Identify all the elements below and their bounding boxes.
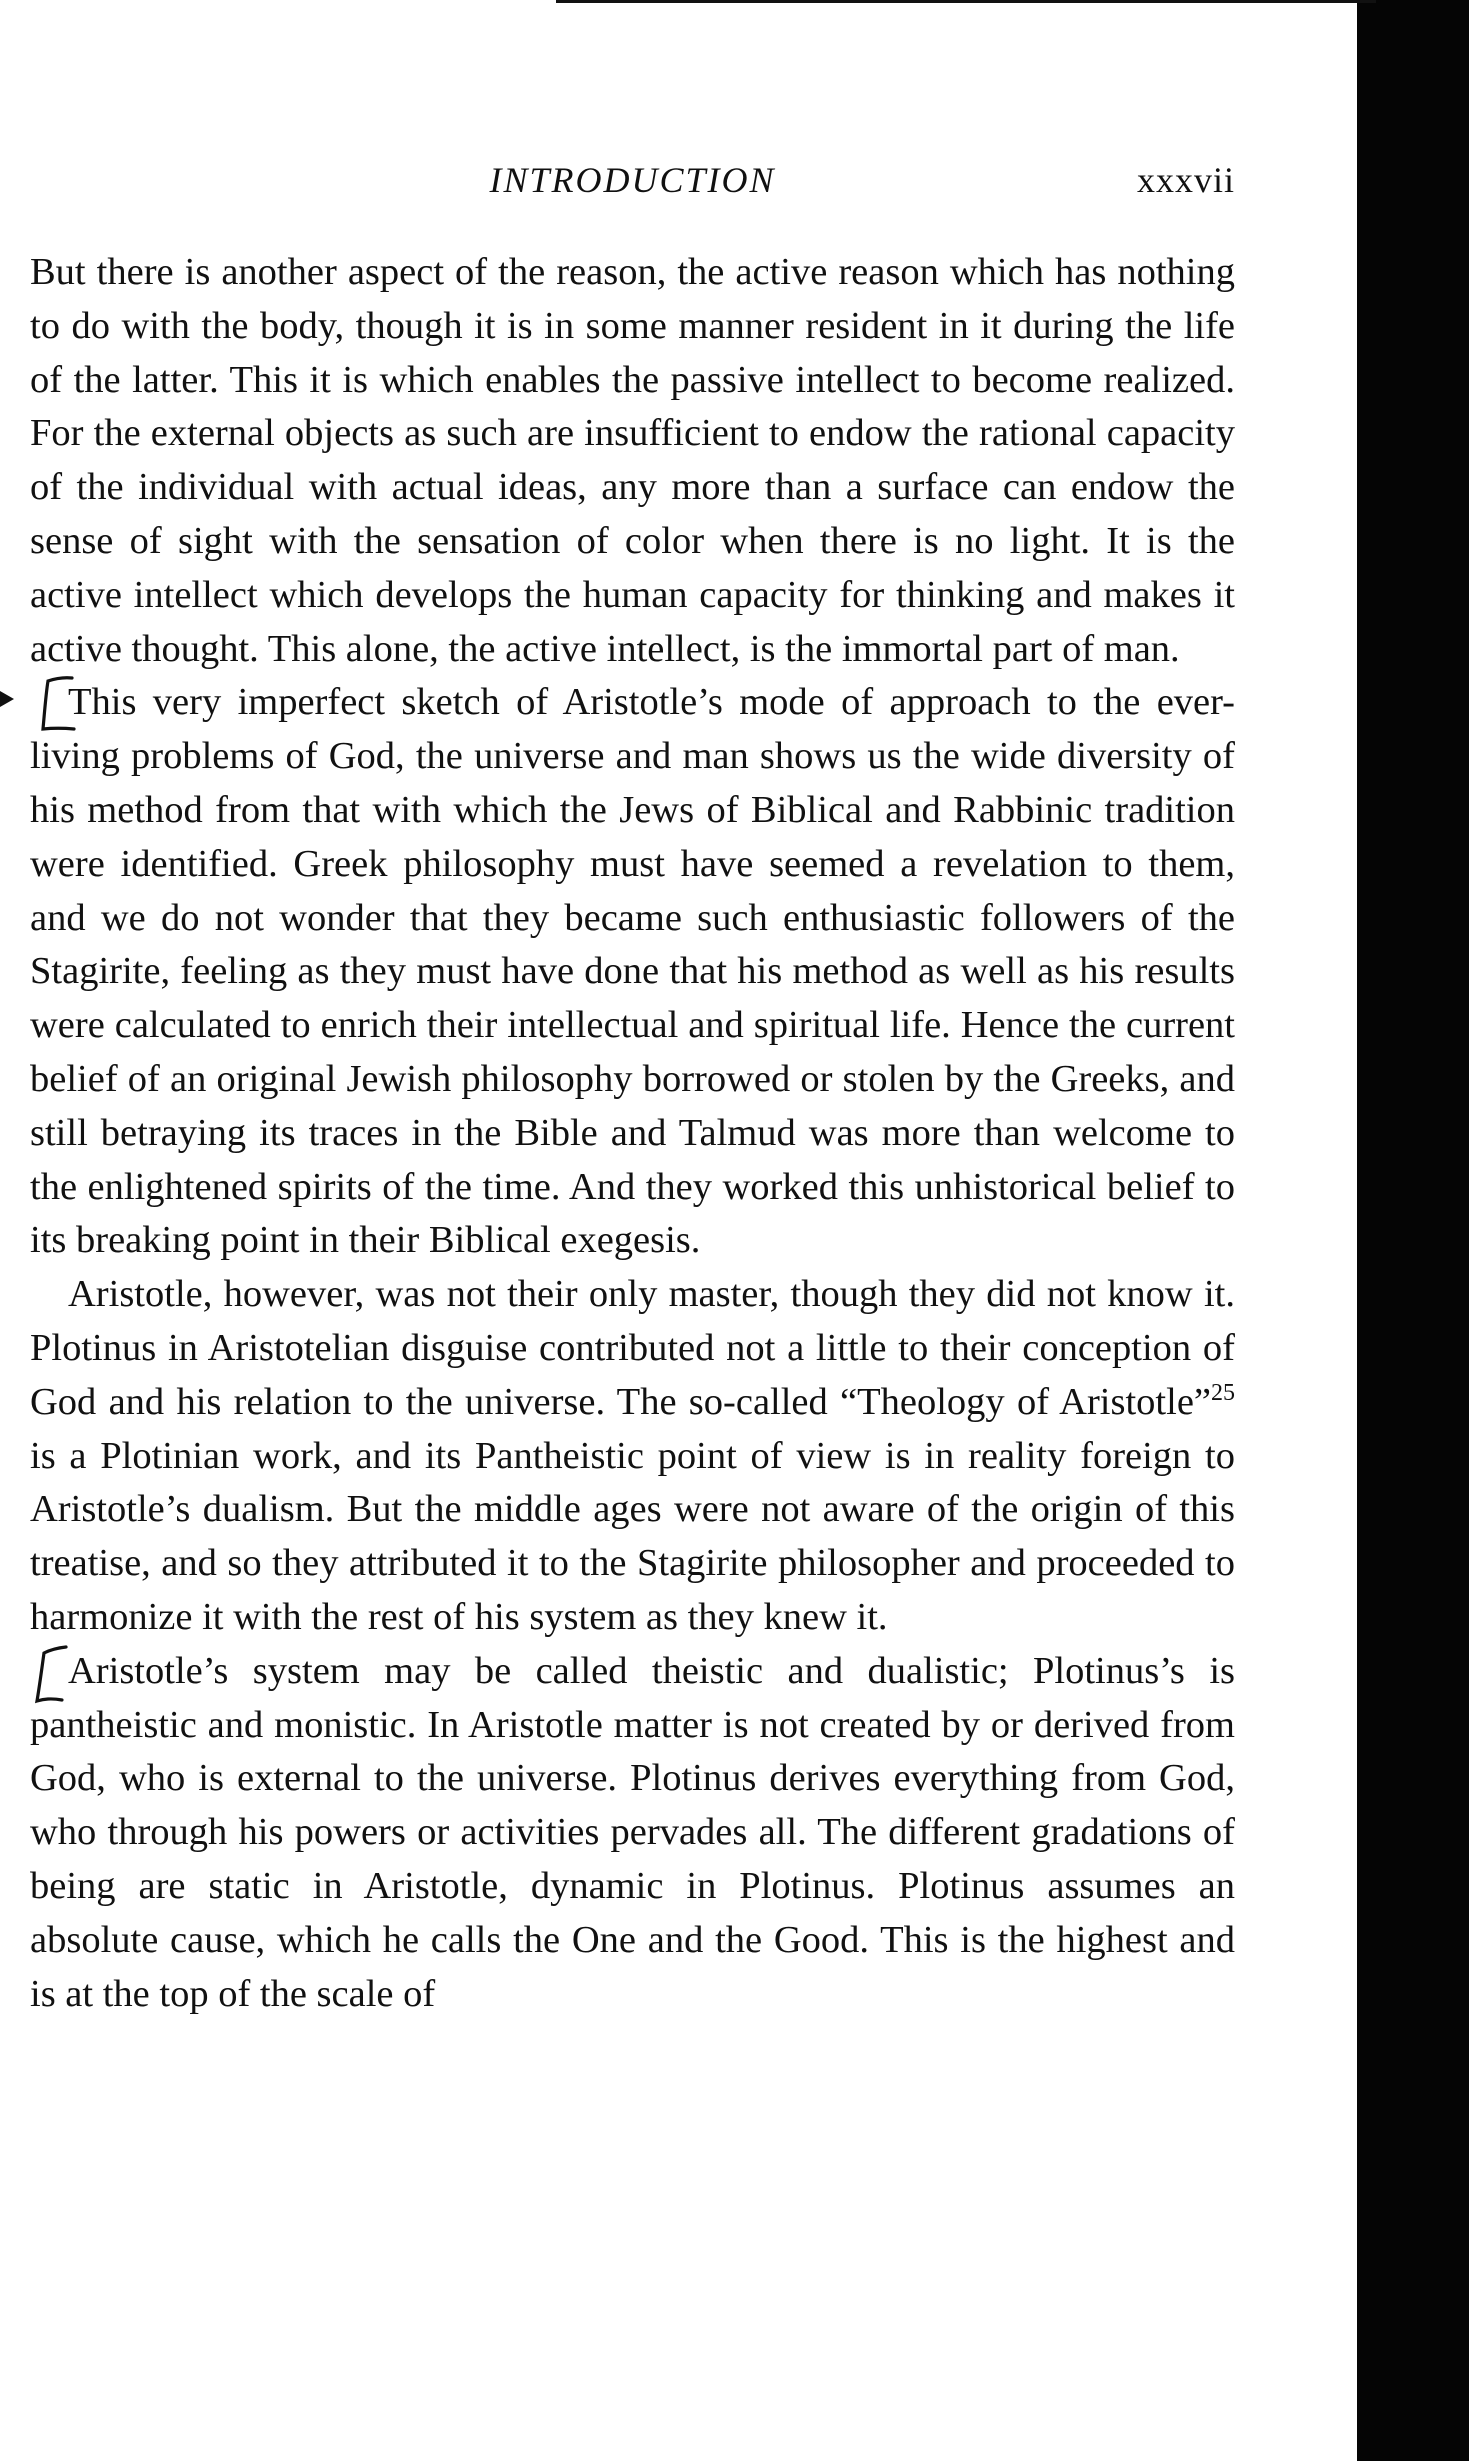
- running-title: INTRODUCTION: [489, 160, 776, 200]
- paragraph-2-text: This very imperfect sketch of Aristotle’s mode of approach to the ever-living problems of God, the universe and man shows us the wide diversity of his method from that with which the Jews of Biblical and Rabbinic tradition were identified. Greek philosophy must have seemed a revelation to them, and we do not wonder that they became such enthusiastic followers of the Stagirite, feeling as they must have done that his method as well as his results were calculated to enrich their intellectual and spiritual life. Hence the current belief of an original Jewish philosophy borrowed or stolen by the Greeks, and still betraying its traces in the Bible and Talmud was more than welcome to the enlightened spirits of the time. And they worked this unhistorical belief to its breaking point in their Biblical exegesis.: [30, 681, 1235, 1262]
- paragraph-4-text: Aristotle’s system may be called theistic and dualistic; Plotinus’s is pantheistic and monistic. In Aristotle matter is not created by or derived from God, who is external to the universe. Plotinus derives everything from God, who through his powers or activities pervades all. The different gradations of being are static in Aristotle, dynamic in Plotinus. Plotinus assumes an absolute cause, which he calls the One and the Good. This is the highest and is at the top of the scale of: [30, 1649, 1235, 2015]
- book-page: [30, 0, 1235, 2461]
- handwritten-bracket-icon: [30, 1643, 70, 1705]
- paragraph-1-text: But there is another aspect of the reason, the active reason which has nothing to do with the body, though it is in some manner resident in it during the life of the latter. This it is which enables the passive intellect to become realized. For the external objects as such are insufficient to endow the rational capacity of the individual with actual ideas, any more than a surface can endow the sense of sight with the sensation of color when there is no light. It is the active intellect which develops the human capacity for thinking and makes it active thought. This alone, the active intellect, is the immortal part of man.: [30, 251, 1235, 670]
- handwritten-bracket-icon: [38, 673, 78, 735]
- paragraph-3-text-before: Aristotle, however, was not their only master, though they did not know it. Plotinus in Aristotelian disguise contributed not a little to their conception of God and his relation to the universe. The so-called “Theology of Aristotle”: [30, 1273, 1235, 1423]
- paragraph-3-text-after: is a Plotinian work, and its Pantheistic point of view is in reality foreign to Aristotle’s dualism. But the middle ages were not aware of the origin of this treatise, and so they attributed it to the Stagirite philosopher and proceeded to harmonize it with the rest of his system as they knew it.: [30, 1434, 1235, 1638]
- paragraph-3: [30, 1268, 1235, 1645]
- page-number: xxxvii: [1136, 160, 1235, 200]
- scan-dark-border: [1357, 0, 1469, 2461]
- paragraph-4: [30, 1645, 1235, 2022]
- paragraph-1: [30, 246, 1235, 676]
- footnote-reference[interactable]: 25: [1211, 1379, 1235, 1406]
- running-head: [30, 156, 1235, 204]
- margin-arrow-icon: [0, 689, 14, 709]
- paragraph-2: [30, 676, 1235, 1268]
- body-text: [30, 246, 1235, 2021]
